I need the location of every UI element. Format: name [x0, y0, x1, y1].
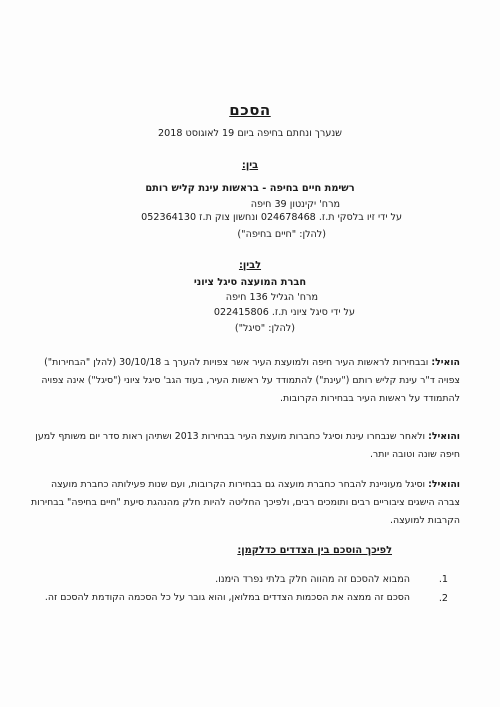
clause-1-number: 1. [438, 574, 448, 585]
party2-name: חברת המועצה סיגל ציוני [193, 277, 307, 288]
clause-2-number: 2. [438, 593, 448, 604]
party1-name: רשימת חיים בחיפה - בראשות עינת קליש רותם [145, 183, 355, 194]
agreed-heading: לפיכך הוסכם בין הצדדים כדלקמן: [237, 545, 392, 556]
recital-1 [30, 354, 460, 408]
recital-1-lead: הואיל: [431, 357, 460, 368]
party1-heading: בין: [241, 160, 259, 171]
party1-alias: (להלן: "חיים בחיפה") [237, 229, 326, 240]
recital-2 [30, 428, 460, 464]
document-subtitle: שנערך ונחתם בחיפה ביום 19 לאוגוסט 2018 [158, 128, 342, 139]
clause-1-text: המבוא להסכם זה מהווה חלק בלתי נפרד הימנו. [215, 574, 410, 585]
recital-3-text: וסיגל מעוניינת להבחר כחברת מועצה גם בבחירות הקרובות, ועם שנות פעילותה כחברת מועצה צברה הישגים ציבוריים רבים ותומכים רבים, ולפיכך החליטה להיות חלק מהנהגת סיעת "חיים בחיפה" בבחירות הקרבות למועצה. [31, 479, 460, 526]
clause-2-text: הסכם זה ממצה את הסכמות הצדדים במלואן, והוא גובר על כל הסכמה הקודמת להסכם זה. [44, 592, 410, 603]
recital-3 [30, 476, 460, 530]
party2-address: מרח' הגליל 136 חיפה [225, 292, 318, 303]
recital-2-text: ולאחר שנבחרו עינת וסיגל כחברות מועצת העיר בבחירות 2013 ושתיהן ראות סדר יום משותף למען חיפה שונה וטובה יותר. [35, 431, 460, 460]
recital-3-lead: והואיל: [428, 479, 460, 490]
party2-heading: לבין: [238, 260, 262, 271]
recital-1-text: ובבחירות לראשות העיר חיפה ולמועצת העיר אשר צפויות להערך ב 30/10/18 (להלן "הבחירות") צפויה ד"ר עינת קליש רותם ("עינת") להתמודד על ראשות העיר, בעוד הגב' סיגל ציוני ("סיגל") אינה צפויה להתמודד על ראשות העיר בבחירות הקרובות. [41, 357, 460, 404]
document-title: הסכם [229, 101, 271, 119]
party2-alias: (להלן: "סיגל") [234, 323, 295, 334]
recital-2-lead: והואיל: [428, 431, 460, 442]
party2-representatives: על ידי סיגל ציוני ת.ז. 022415806 [213, 307, 355, 318]
party1-representatives: על ידי זיו בלסקי ת.ז. 024678468 ונחשון צוק ת.ז 052364130 [141, 212, 402, 223]
party1-address: מרח' יקינטון 39 חיפה [250, 199, 340, 210]
